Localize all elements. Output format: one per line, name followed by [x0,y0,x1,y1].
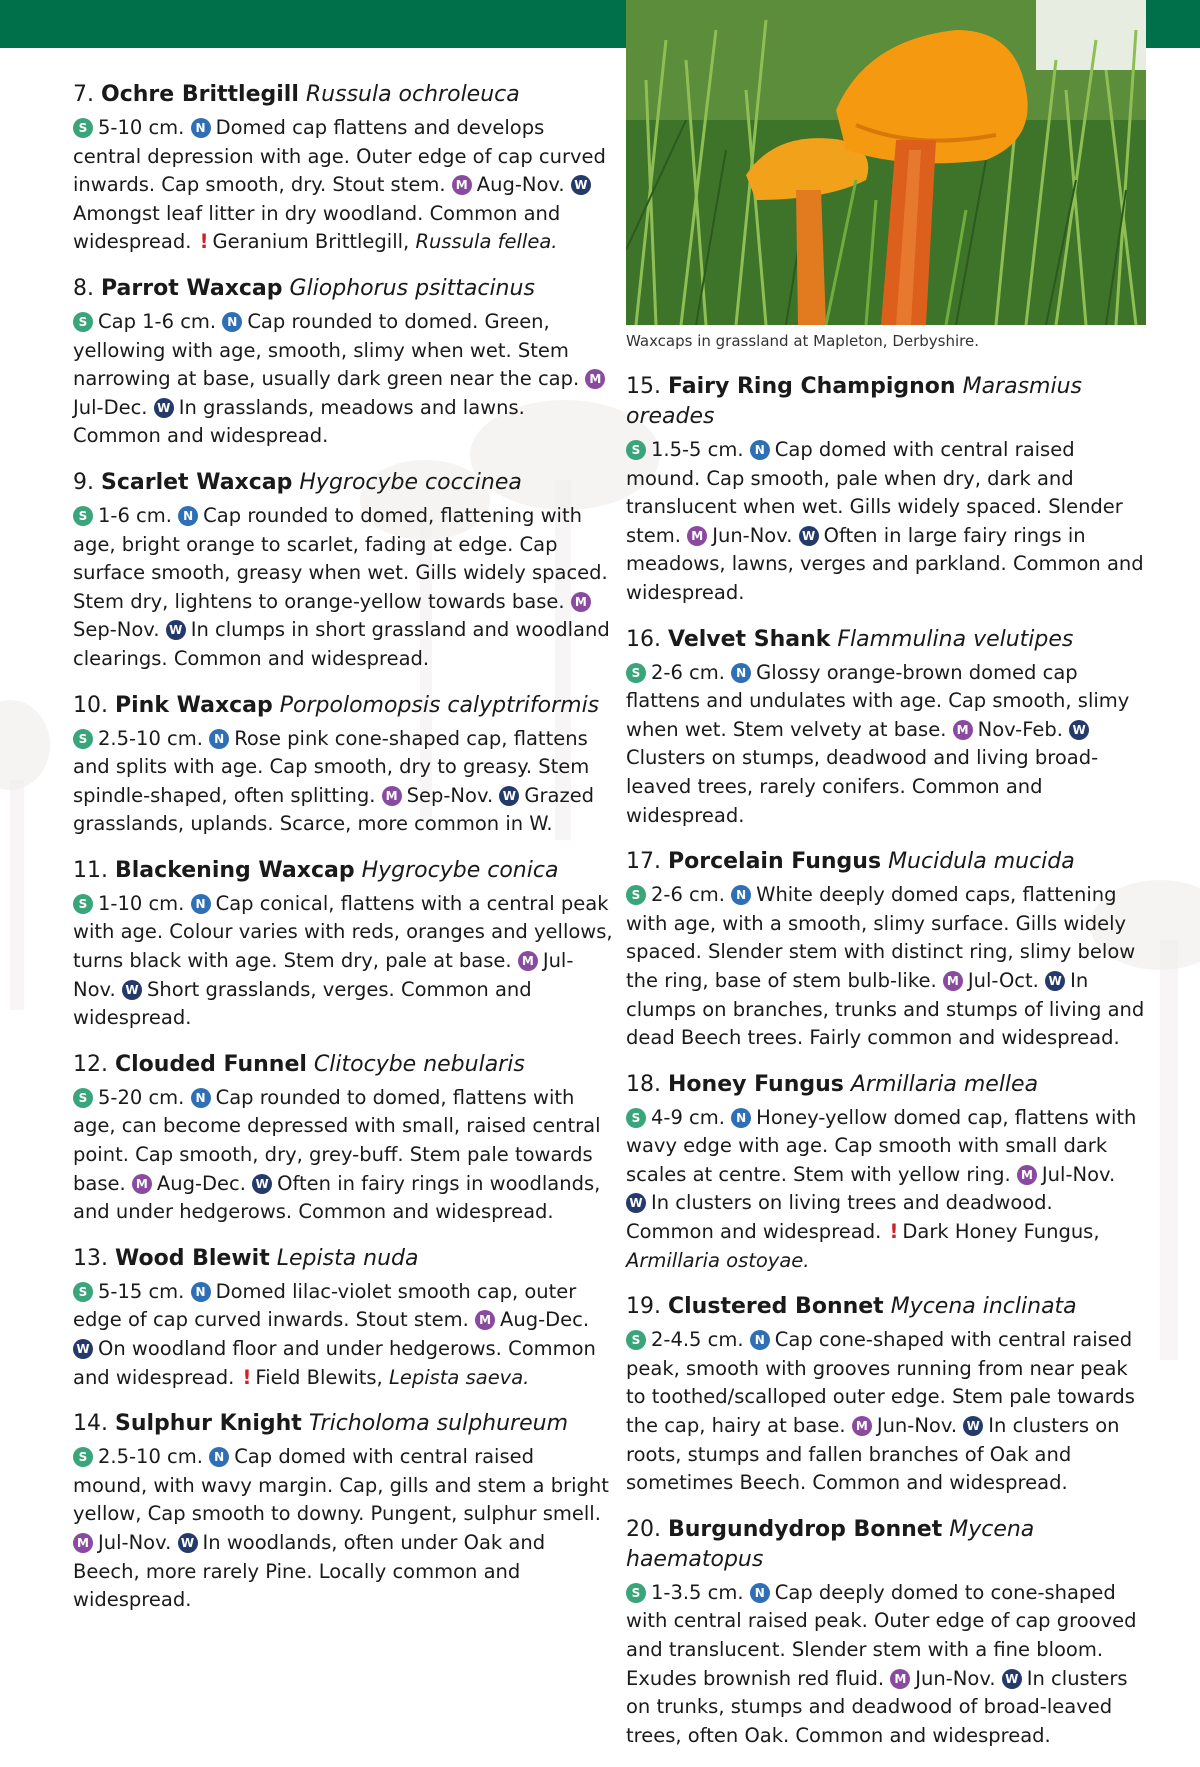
species-description [626,1579,1146,1751]
latin-name: Hygrocybe conica [361,857,559,883]
where-text: Often in fairy rings in woodlands, and under hedgerows. Common and widespread. [73,1171,601,1224]
size-text: 2.5-10 cm. [98,726,203,750]
species-entry [73,468,613,674]
months-icon: M [953,720,973,740]
where-text: In grasslands, meadows and lawns. Common and widespread. [73,395,525,448]
where-text: In woodlands, often under Oak and Beech, more rarely Pine. Locally common and widespread. [73,1530,546,1612]
lookalike-latin: Armillaria ostoyae. [626,1248,810,1272]
species-number: 7. [73,82,94,107]
species-number: 14. [73,1411,108,1437]
species-heading [73,468,613,498]
notes-text: Cap domed with central raised mound, with wavy margin. Cap, gills and stem a bright yellow, Cap smooth to downy. Pungent, sulphur smell. [73,1445,609,1526]
notes-text: Cap domed with central raised mound. Cap smooth, pale when dry, dark and translucent when wet. Gills widely spaced. Slender stem. [626,438,1123,547]
size-text: 4-9 cm. [651,1105,725,1129]
notes-text: Rose pink cone-shaped cap, flattens and splits with age. Cap smooth, dry to greasy. Stem spindle-shaped, often splitting. [73,726,590,807]
size-icon: S [73,1447,93,1467]
size-icon: S [73,1088,93,1108]
latin-name: Gliophorus psittacinus [289,275,535,301]
where-text: Amongst leaf litter in dry woodland. Common and widespread. [73,201,561,254]
where-icon: W [252,1174,272,1194]
notes-icon: N [178,506,198,526]
warning-icon: ! [242,1365,252,1389]
notes-text: Cap rounded to domed. Green, yellowing with age, smooth, slimy when wet. Stem narrowing at base, usually dark green near the cap. [73,309,580,391]
species-entry [73,856,613,1033]
right-column [626,372,1146,1767]
months-icon: M [132,1174,152,1194]
size-text: Cap 1-6 cm. [98,309,217,333]
notes-icon: N [750,1583,770,1603]
size-text: 1-6 cm. [98,503,172,527]
months-text: Sep-Nov. [73,618,160,642]
months-text: Jul-Nov. [1041,1162,1116,1186]
species-heading [626,625,1146,655]
where-text: In clusters on roots, stumps and fallen branches of Oak and sometimes Beech. Common and widespread. [626,1414,1120,1495]
size-icon: S [73,118,93,138]
species-heading [626,1292,1146,1322]
size-text: 1-3.5 cm. [651,1580,744,1604]
common-name: Ochre Brittlegill [101,82,299,107]
species-number: 17. [626,849,661,875]
warning-icon: ! [199,230,209,254]
where-icon: W [166,620,186,640]
where-icon: W [571,175,591,195]
photo-caption: Waxcaps in grassland at Mapleton, Derbyshire. [626,332,979,350]
species-description [73,1443,613,1615]
species-description [626,881,1146,1053]
latin-name: Mucidula mucida [888,849,1075,875]
size-icon: S [73,1282,93,1302]
size-text: 2-4.5 cm. [651,1328,744,1352]
species-heading [626,1070,1146,1100]
common-name: Burgundydrop Bonnet [668,1516,943,1542]
notes-text: Cap rounded to domed, flattens with age, can become depressed with small, raised central point. Cap smooth, dry, grey-buff. Stem pale towards base. [73,1085,601,1195]
where-icon: W [178,1533,198,1553]
latin-name: Hygrocybe coccinea [299,469,522,495]
latin-name: Armillaria mellea [850,1071,1039,1097]
months-text: Jun-Nov. [915,1666,996,1690]
months-icon: M [585,369,605,389]
warning-icon: ! [889,1220,899,1244]
where-text: Often in large fairy rings in meadows, lawns, verges and parkland. Common and widespread. [626,523,1144,604]
species-heading [626,1515,1146,1575]
months-icon: M [943,971,963,991]
species-heading [73,274,613,304]
where-icon: W [799,526,819,546]
species-description [73,308,613,451]
months-text: Aug-Dec. [500,1308,590,1332]
species-number: 16. [626,626,661,652]
common-name: Scarlet Waxcap [101,469,293,495]
species-number: 19. [626,1294,661,1320]
notes-text: Cap rounded to domed, flattening with age, bright orange to scarlet, fading at edge. Cap surface smooth, greasy when wet. Gills widely spaced. Stem dry, lightens to orange-yellow towards base. [73,503,608,613]
months-icon: M [1017,1165,1037,1185]
species-description [73,502,613,674]
notes-icon: N [731,663,751,683]
species-heading [73,80,613,110]
notes-icon: N [731,885,751,905]
species-description [73,114,613,257]
common-name: Parrot Waxcap [101,275,283,301]
where-icon: W [154,398,174,418]
species-description [73,1278,613,1392]
months-text: Nov-Feb. [977,717,1063,741]
lookalike-common: Dark Honey Fungus, [902,1220,1100,1244]
species-number: 13. [73,1245,108,1271]
species-description [73,890,613,1033]
lookalike-latin: Lepista saeva. [388,1365,530,1389]
latin-name: Mycena haematopus [626,1516,1035,1572]
waxcap-photo [626,0,1146,325]
where-icon: W [122,980,142,1000]
notes-text: Domed cap flattens and develops central depression with age. Outer edge of cap curved inwards. Cap smooth, dry. Stout stem. [73,116,606,197]
common-name: Clouded Funnel [115,1051,307,1077]
species-heading [73,1409,613,1439]
species-entry [626,1070,1146,1276]
notes-text: Cap conical, flattens with a central peak with age. Colour varies with reds, oranges and yellows, turns black with age. Stem dry, pale at base. [73,891,613,973]
where-icon: W [963,1416,983,1436]
size-icon: S [626,1330,646,1350]
months-icon: M [475,1310,495,1330]
size-icon: S [626,1108,646,1128]
species-heading [73,691,613,721]
species-number: 20. [626,1516,661,1542]
notes-text: Cap cone-shaped with central raised peak, smooth with grooves running from near peak to toothed/scalloped outer edge. Stem pale towards the cap, hairy at base. [626,1328,1135,1438]
common-name: Sulphur Knight [115,1411,302,1437]
latin-name: Mycena inclinata [890,1294,1077,1320]
where-text: Short grasslands, verges. Common and widespread. [73,977,532,1030]
size-text: 1.5-5 cm. [651,438,744,461]
species-number: 10. [73,692,108,718]
where-icon: W [1069,720,1089,740]
where-text: In clumps in short grassland and woodland clearings. Common and widespread. [73,618,610,670]
size-text: 2-6 cm. [651,660,725,684]
months-icon: M [73,1533,93,1553]
species-heading [73,856,613,886]
size-icon: S [73,312,93,332]
where-text: In clusters on living trees and deadwood. Common and widespread. [626,1191,1053,1244]
size-icon: S [626,440,646,460]
where-text: In clusters on trunks, stumps and deadwood of broad-leaved trees, often Oak. Common and widespread. [626,1666,1128,1747]
latin-name: Clitocybe nebularis [313,1051,525,1077]
species-entry [73,80,613,257]
months-text: Aug-Nov. [476,173,565,197]
species-number: 12. [73,1051,108,1077]
where-text: In clumps on branches, trunks and stumps of living and dead Beech trees. Fairly common and widespread. [626,968,1145,1050]
months-icon: M [452,175,472,195]
latin-name: Lepista nuda [276,1245,419,1271]
where-icon: W [626,1193,646,1213]
size-text: 2-6 cm. [651,883,725,907]
latin-name: Tricholoma sulphureum [308,1411,568,1437]
months-text: Jul-Dec. [73,395,148,419]
months-icon: M [571,592,591,612]
where-text: On woodland floor and under hedgerows. Common and widespread. [73,1337,596,1389]
where-text: Grazed grasslands, uplands. Scarce, more common in W. [73,783,595,836]
months-icon: M [852,1416,872,1436]
size-text: 5-15 cm. [98,1279,185,1303]
species-entry [73,1050,613,1227]
notes-text: Glossy orange-brown domed cap flattens and undulates with age. Cap smooth, slimy when wet. Stem velvety at base. [626,660,1130,741]
species-number: 18. [626,1071,661,1097]
species-entry [73,691,613,839]
lookalike-common: Field Blewits, [255,1365,383,1389]
size-icon: S [626,1583,646,1603]
species-number: 8. [73,275,94,301]
common-name: Clustered Bonnet [668,1294,884,1320]
notes-icon: N [191,118,211,138]
species-description [626,1326,1146,1498]
species-entry [73,1409,613,1615]
size-icon: S [73,894,93,914]
species-number: 9. [73,469,94,495]
notes-text: White deeply domed caps, flattening with age, with a smooth, slimy surface. Gills widely spaced. Slender stem with distinct ring, slimy below the ring, base of stem bulb-like. [626,883,1136,992]
left-column [73,80,613,1632]
size-text: 5-20 cm. [98,1085,185,1109]
notes-icon: N [222,312,242,332]
size-text: 2.5-10 cm. [98,1445,203,1469]
where-text: Clusters on stumps, deadwood and living broad-leaved trees, rarely conifers. Common and widespread. [626,746,1099,827]
species-heading [73,1244,613,1274]
notes-text: Cap deeply domed to cone-shaped with central raised peak. Outer edge of cap grooved and translucent. Slender stem with a fine bloom. Exudes brownish red fluid. [626,1580,1137,1690]
species-entry [626,625,1146,831]
species-entry [626,1515,1146,1751]
species-number: 11. [73,857,108,883]
notes-icon: N [750,1330,770,1350]
notes-icon: N [191,1088,211,1108]
species-heading [626,372,1146,432]
species-entry [73,274,613,451]
months-icon: M [518,951,538,971]
months-text: Aug-Dec. [156,1171,246,1195]
where-icon: W [1002,1669,1022,1689]
months-text: Jun-Nov. [712,523,793,547]
lookalike-latin: Russula fellea. [415,230,558,254]
size-icon: S [73,729,93,749]
species-entry [626,372,1146,608]
species-heading [73,1050,613,1080]
months-text: Jul-Nov. [73,949,574,1001]
where-icon: W [1045,971,1065,991]
common-name: Porcelain Fungus [668,849,882,875]
months-text: Sep-Nov. [406,783,494,807]
species-number: 15. [626,374,661,399]
common-name: Velvet Shank [668,626,831,652]
notes-icon: N [731,1108,751,1128]
latin-name: Marasmius oreades [626,374,1082,429]
species-description [626,1104,1146,1276]
notes-icon: N [191,1282,211,1302]
species-entry [626,1292,1146,1498]
species-description [626,659,1146,831]
latin-name: Russula ochroleuca [305,82,520,107]
species-entry [73,1244,613,1392]
notes-text: Honey-yellow domed cap, flattens with wavy edge with age. Cap smooth with small dark scales at centre. Stem with yellow ring. [626,1105,1137,1186]
size-icon: S [626,663,646,683]
where-icon: W [499,786,519,806]
species-description [73,725,613,839]
lookalike-common: Geranium Brittlegill, [212,230,410,254]
size-icon: S [626,885,646,905]
species-description [73,1084,613,1227]
months-text: Jul-Oct. [967,968,1039,992]
months-icon: M [890,1669,910,1689]
species-description [626,436,1146,608]
size-text: 1-10 cm. [98,891,185,915]
notes-icon: N [209,729,229,749]
months-icon: M [382,786,402,806]
where-icon: W [73,1339,93,1359]
size-text: 5-10 cm. [98,116,185,139]
size-icon: S [73,506,93,526]
species-entry [626,847,1146,1053]
months-text: Jun-Nov. [876,1414,958,1438]
species-heading [626,847,1146,877]
latin-name: Porpolomopsis calyptriformis [279,692,600,718]
common-name: Fairy Ring Champignon [668,374,956,399]
months-text: Jul-Nov. [98,1530,172,1554]
common-name: Blackening Waxcap [115,857,355,883]
notes-icon: N [191,894,211,914]
latin-name: Flammulina velutipes [837,626,1074,652]
notes-text: Domed lilac-violet smooth cap, outer edge of cap curved inwards. Stout stem. [73,1279,577,1332]
common-name: Wood Blewit [115,1245,270,1271]
months-icon: M [687,526,707,546]
notes-icon: N [750,440,770,460]
notes-icon: N [209,1447,229,1467]
common-name: Honey Fungus [668,1071,844,1097]
common-name: Pink Waxcap [115,692,273,718]
